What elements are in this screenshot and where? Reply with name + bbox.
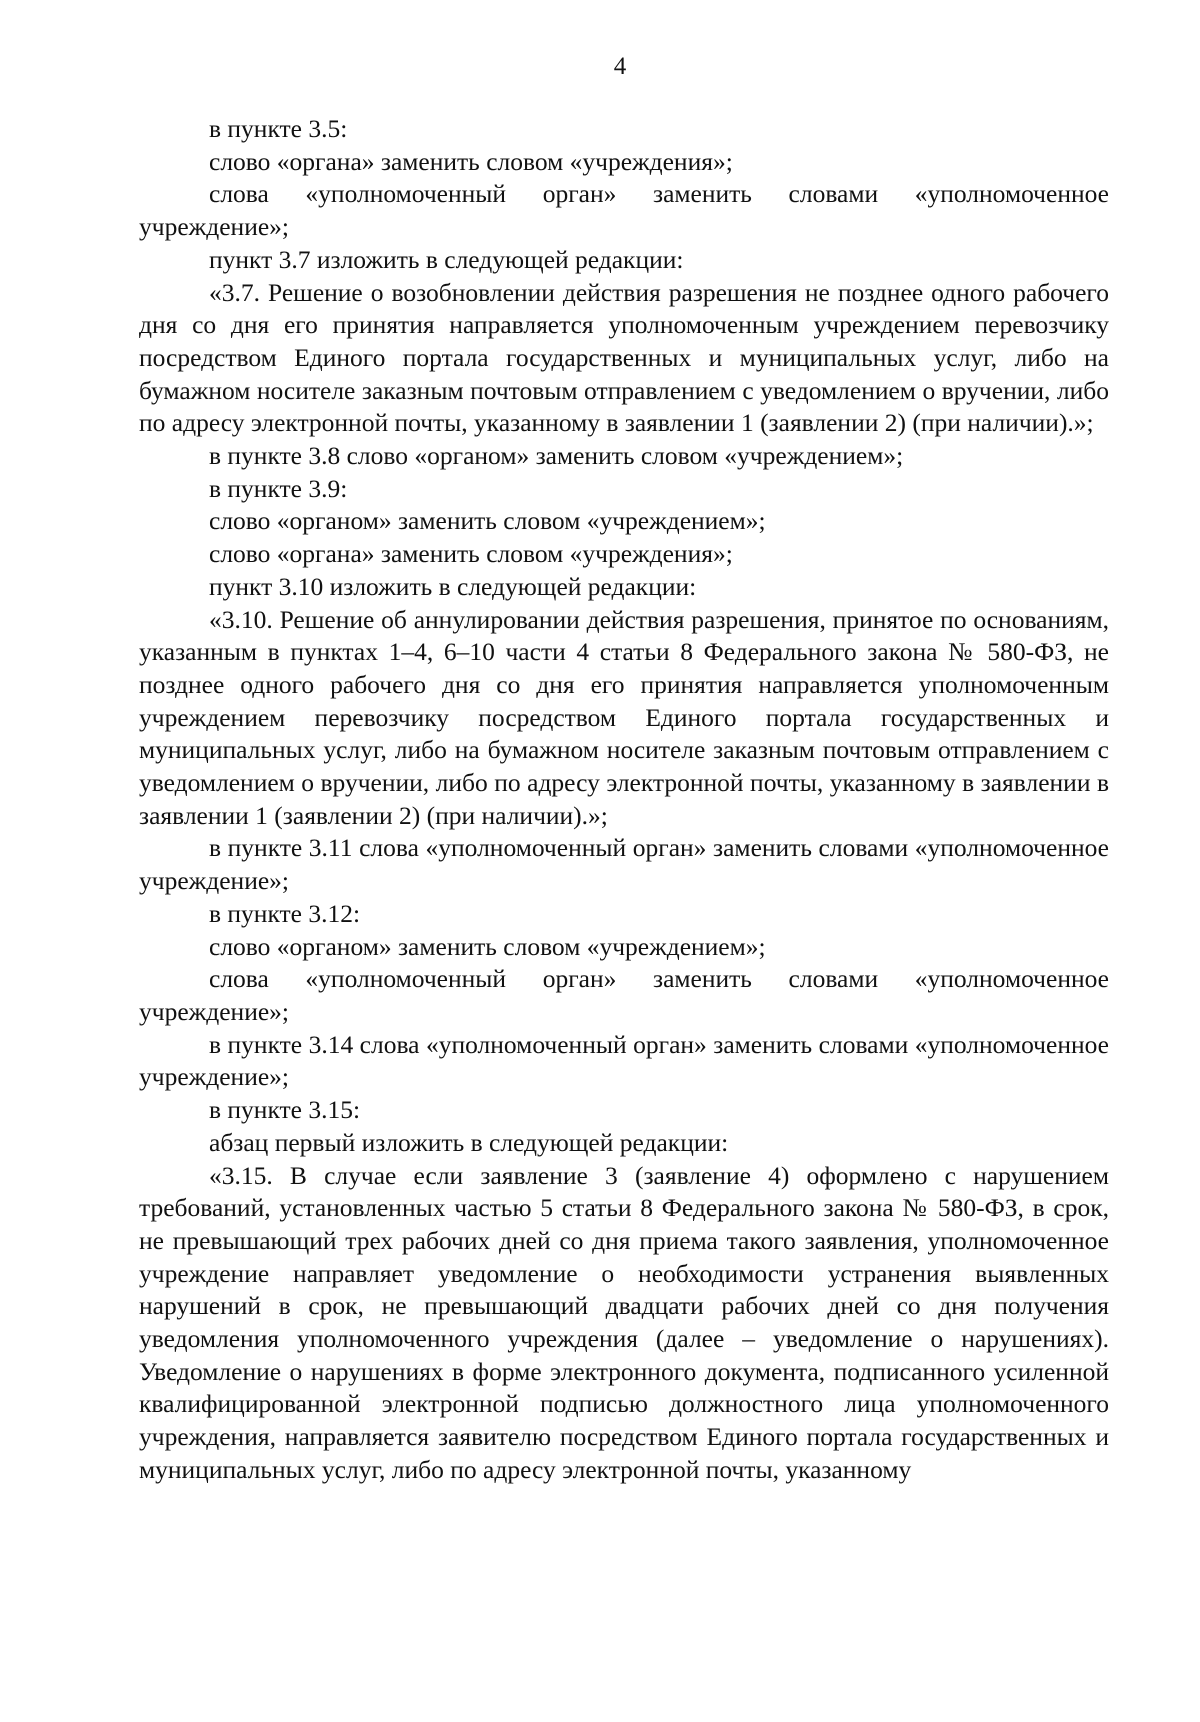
paragraph-3-7-heading: пункт 3.7 изложить в следующей редакции: — [209, 244, 684, 274]
paragraph-3-9-heading: в пункте 3.9: — [209, 473, 348, 503]
paragraph-3-9-word-organom: слово «органом» заменить словом «учреждением»; — [209, 506, 766, 536]
paragraph-3-15-heading: в пункте 3.15: — [209, 1095, 361, 1125]
paragraph-3-5-heading: в пункте 3.5: — [209, 114, 348, 143]
paragraph-3-9-word-organa: слово «органа» заменить словом «учреждения»; — [209, 539, 733, 569]
paragraph-3-11: в пункте 3.11 слова «уполномоченный орган» заменить словами «уполномоченное учреждение»; — [139, 833, 1109, 896]
document-body — [139, 113, 1109, 1487]
page-number: 4 — [613, 53, 627, 80]
paragraph-3-7-text: «3.7. Решение о возобновлении действия разрешения не позднее одного рабочего дня со дня его принятия направляется уполномоченным учреждением перевозчику посредством Единого портала государственных и муниципальных услуг, либо на бумажном носителе заказным почтовым отправлением с уведомлением о вручении, либо по адресу электронной почты, указанному в заявлении 1 (заявлении 2) (при наличии).»; — [139, 277, 1109, 438]
paragraph-3-12-heading: в пункте 3.12: — [209, 898, 361, 928]
paragraph-3-10-text: «3.10. Решение об аннулировании действия разрешения, принятое по основаниям, указанным в пунктах 1–4, 6–10 части 4 статьи 8 Федерального закона № 580-ФЗ, не позднее одного рабочего дня со дня его принятия направляется уполномоченным учреждением перевозчику посредством Единого портала государственных и муниципальных услуг, либо на бумажном носителе заказным почтовым отправлением с уведомлением о вручении, либо по адресу электронной почты, указанному в заявлении в заявлении 1 (заявлении 2) (при наличии).»; — [139, 604, 1109, 830]
paragraph-3-14: в пункте 3.14 слова «уполномоченный орган» заменить словами «уполномоченное учреждение»; — [139, 1029, 1109, 1092]
paragraph-3-12-word-organom: слово «органом» заменить словом «учреждением»; — [209, 931, 766, 961]
paragraph-3-5-word-organa: слово «органа» заменить словом «учреждения»; — [209, 146, 733, 176]
paragraph-3-15-text: «3.15. В случае если заявление 3 (заявление 4) оформлено с нарушением требований, установленных частью 5 статьи 8 Федерального закона № 580-ФЗ, в срок, не превышающий трех рабочих дней со дня приема такого заявления, уполномоченное учреждение направляет уведомление о необходимости устранения выявленных нарушений в срок, не превышающий двадцати рабочих дней со дня получения уведомления уполномоченного учреждения (далее – уведомление о нарушениях). Уведомление о нарушениях в форме электронного документа, подписанного усиленной квалифицированной электронной подписью должностного лица уполномоченного учреждения, направляется заявителю посредством Единого портала государственных и муниципальных услуг, либо по адресу электронной почты, указанному — [139, 1160, 1109, 1484]
paragraph-3-10-heading: пункт 3.10 изложить в следующей редакции: — [209, 571, 697, 601]
paragraph-3-12-words-organ: слова «уполномоченный орган» заменить словами «уполномоченное учреждение»; — [139, 964, 1109, 1026]
paragraph-3-8: в пункте 3.8 слово «органом» заменить словом «учреждением»; — [209, 441, 904, 471]
paragraph-3-15-first-abzac: абзац первый изложить в следующей редакции: — [209, 1127, 729, 1157]
paragraph-3-5-words-organ: слова «уполномоченный орган» заменить словами «уполномоченное учреждение»; — [139, 179, 1109, 242]
